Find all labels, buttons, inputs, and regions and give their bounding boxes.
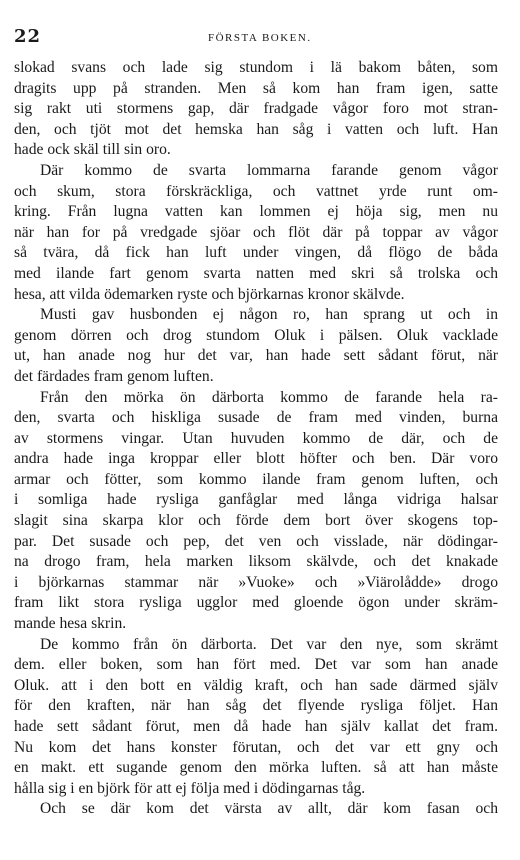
body-text [14, 58, 498, 820]
text-line: Och se där kom det värsta av allt, där kom fasan och [40, 800, 498, 818]
text-line: slokad svans och lade sig stundom i lä bakom båten, som [14, 59, 498, 76]
text-line: en makt. ett sugande genom den mörka luften. så att han måste [14, 759, 498, 777]
text-line: den, svarta och hiskliga susade de fram med vinden, burna [14, 409, 498, 427]
page-number: 22 [14, 26, 42, 47]
running-head: FÖRSTA BOKEN. [208, 32, 312, 44]
text-line: hålla sig i en björk för att ej följa med i dödingarnas tåg. [14, 779, 366, 797]
text-line: slagit sina skarpa klor och förde dem bort över skogens top- [14, 512, 498, 530]
text-line: det färdades fram genom luften. [14, 367, 214, 385]
text-line: par. Det susade och pep, det ven och visslade, när dödingar- [14, 532, 498, 550]
text-line: fram likt stora rysliga ugglor med gloende ögon under skräm- [14, 594, 498, 612]
text-line: hade ock skäl till sin oro. [14, 141, 171, 159]
text-line: dem. eller boken, som han fört med. Det var som han anade [14, 656, 498, 674]
text-line: när han for på vredgade sjöar och flöt där på toppar av vågor [14, 223, 498, 241]
text-line: armar och fötter, som kommo ilande fram genom luften, och [14, 470, 498, 488]
text-line: för den kraften, när han såg det flyende rysliga följet. Han [14, 697, 498, 715]
page-header [14, 26, 498, 50]
text-line: Nu kom det hans konster förutan, och det var ett gny och [14, 738, 498, 756]
text-line: Där kommo de svarta lommarna farande genom vågor [40, 161, 498, 179]
text-line: i somliga hade rysliga ganfåglar med långa vidriga halsar [14, 491, 498, 509]
text-line: med ilande fart genom svarta natten med skri så trolska och [14, 264, 498, 282]
text-line: Musti gav husbonden ej någon ro, han sprang ut och in [40, 306, 498, 324]
text-line: den, och tjöt mot det hemska han såg i vatten och luft. Han [14, 120, 498, 138]
text-line: andra hade inga kroppar eller blott höfter och ben. Där voro [14, 450, 498, 468]
text-line: genom dörren och drog stundom Oluk i pälsen. Oluk vacklade [14, 326, 498, 344]
text-line: Oluk. att i den bott en väldig kraft, och han sade därmed själv [14, 676, 498, 694]
text-line: mande hesa skrin. [14, 615, 127, 633]
text-line: kring. Från lugna vatten kan lommen ej höja sig, men nu [14, 203, 498, 221]
text-line: av stormens vingar. Utan huvuden kommo de där, och de [14, 429, 498, 447]
text-line: hesa, att vilda ödemarken ryste och björkarnas kronor skälvde. [14, 285, 405, 303]
text-line: Från den mörka ön därborta kommo de farande hela ra- [40, 388, 498, 406]
text-line: i björkarnas stammar när »Vuoke» och »Viärolådde» drogo [14, 573, 498, 591]
text-line: De kommo från ön därborta. Det var den nye, som skrämt [40, 635, 498, 653]
text-line: dragits upp på stranden. Men så kom han fram igen, satte [14, 79, 498, 97]
text-line: så tvära, då fick han luft under vingen, då flögo de båda [14, 244, 498, 262]
text-line: och skum, stora förskräckliga, och vattnet yrde runt om- [14, 182, 498, 200]
text-line: na drogo fram, hela marken liksom skälvde, och det knakade [14, 553, 498, 571]
text-line: sig rakt uti stormens gap, där fradgade vågor foro mot stran- [14, 100, 498, 118]
text-line: hade sett sådant förut, men då hade han själv kallat det fram. [14, 718, 498, 735]
text-line: ut, han anade nog hur det var, han hade sett sådant förut, när [14, 347, 498, 365]
